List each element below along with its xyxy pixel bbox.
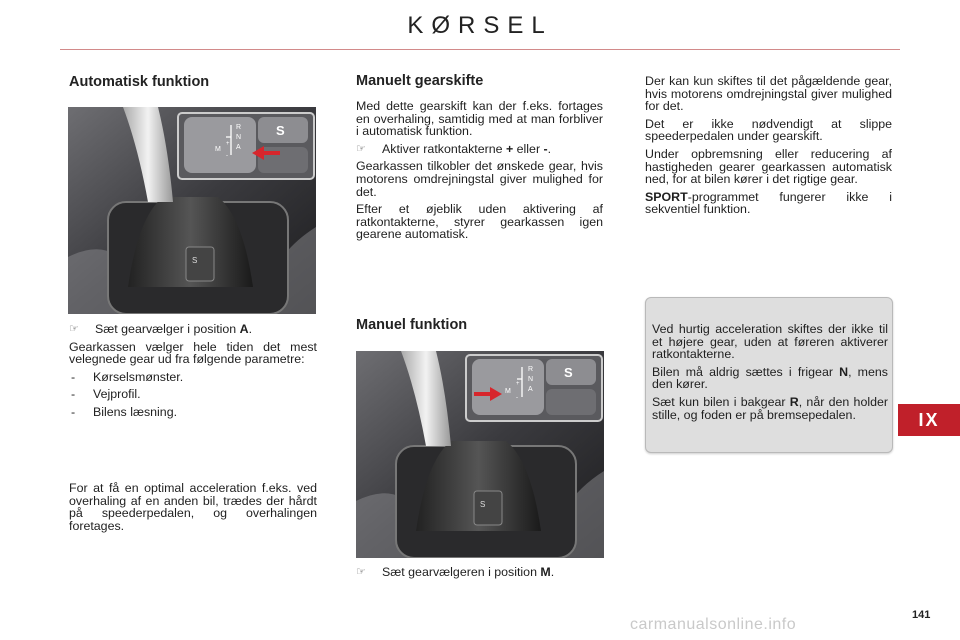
note-text-end: , mens den kører. bbox=[652, 364, 888, 392]
bullet-end: . bbox=[550, 565, 555, 579]
paragraph-gear-engage: Gearkassen tilkobler det ønskede gear, hvis motorens omdrejningstal giver mulighed for det. bbox=[356, 159, 603, 199]
paragraph-accelerator: Det er ikke nødvendigt at slippe speederpedalen under gearskift. bbox=[645, 116, 892, 144]
bullet-end: . bbox=[248, 322, 253, 336]
page-title: KØRSEL bbox=[407, 12, 553, 39]
bullet-text: Aktiver ratkontakterne bbox=[382, 141, 506, 156]
minus-key: - bbox=[543, 141, 548, 156]
sport-key: SPORT bbox=[645, 189, 688, 204]
gear-selector-photo-m bbox=[356, 351, 604, 558]
list-item: - Kørselsmønster. bbox=[69, 371, 317, 384]
middle-column-text bbox=[356, 100, 603, 246]
bullet-end: . bbox=[547, 141, 552, 156]
note-text: Sæt kun bilen i bakgear bbox=[652, 394, 790, 409]
gear-label-r-m: R bbox=[528, 366, 534, 373]
note-acceleration: Ved hurtig acceleration skiftes der ikke til et højere gear, uden at føreren aktiverer ratkontakterne. bbox=[652, 322, 888, 362]
paragraph-sport bbox=[645, 191, 892, 216]
gear-label-m-m: M bbox=[505, 388, 511, 395]
heading-manual-shift: Manuelt gearskifte bbox=[356, 73, 484, 89]
page-number: 141 bbox=[912, 609, 931, 621]
note-text: Bilen må aldrig sættes i frigear bbox=[652, 364, 840, 379]
paragraph-rpm: Der kan kun skiftes til det pågældende gear, hvis motorens omdrejningstal giver mulighed for det. bbox=[645, 74, 892, 114]
list-item: - Vejprofil. bbox=[69, 388, 317, 401]
plus-key: + bbox=[505, 141, 514, 156]
note-box bbox=[645, 297, 893, 453]
watermark: carmanualsonline.info bbox=[630, 616, 797, 633]
note-neutral bbox=[652, 366, 888, 391]
sport-text: -programmet fungerer ikke i sekventiel funktion. bbox=[645, 189, 892, 217]
pointing-hand-icon: ☞ bbox=[356, 142, 366, 155]
gear-selector-illustration-m bbox=[356, 351, 604, 558]
bullet-position-m-line bbox=[356, 566, 604, 579]
gear-label-s-small: S bbox=[480, 500, 486, 509]
gear-label-minus-m: - bbox=[516, 395, 518, 401]
gear-label-a-a: A bbox=[236, 144, 241, 151]
bullet-position-a bbox=[69, 323, 317, 336]
gear-label-plus-a: + bbox=[226, 141, 230, 147]
heading-manual-function: Manuel funktion bbox=[356, 317, 468, 333]
gear-label-n-a: N bbox=[236, 134, 242, 141]
sport-button-label-m: S bbox=[564, 365, 573, 380]
paragraph-intro: Med dette gearskift kan der f.eks. fortages en overhaling, samtidig med at man forbliver i automatisk funktion. bbox=[356, 99, 603, 139]
right-column-text bbox=[645, 75, 892, 221]
gear-label-r-a: R bbox=[236, 124, 242, 131]
paragraph-parameters: Gearkassen vælger hele tiden det mest velegnede gear ud fra følgende parametre: bbox=[69, 339, 317, 367]
bullet-activate-paddles bbox=[356, 143, 603, 156]
gear-label-n-m: N bbox=[528, 376, 534, 383]
paragraph-overtaking: For at få en optimal acceleration f.eks. ved overhaling af en anden bil, trædes der hårdt på speederpedalen, og overhalingen foretages. bbox=[69, 481, 317, 533]
list-item: - Bilens læsning. bbox=[69, 406, 317, 419]
bullet-text-or: eller bbox=[513, 141, 544, 156]
bullet-text: Sæt gearvælgeren i position bbox=[382, 565, 541, 579]
note-reverse bbox=[652, 396, 888, 421]
neutral-key: N bbox=[839, 364, 849, 379]
heading-automatic: Automatisk funktion bbox=[69, 74, 210, 90]
gear-label-plus-m: + bbox=[516, 381, 520, 387]
gear-label-s-small: S bbox=[192, 256, 198, 265]
gear-label-minus-a: - bbox=[226, 153, 228, 159]
bullet-text: Sæt gearvælger i position bbox=[95, 322, 240, 336]
gear-selector-photo-a bbox=[68, 107, 316, 314]
position-key: M bbox=[540, 565, 551, 579]
section-tab: IX bbox=[898, 404, 960, 436]
gear-label-a-m: A bbox=[528, 386, 533, 393]
paragraph-braking: Under opbremsning eller reducering af hastigheden gearer gearkassen automatisk ned, for at bilen kører i det rigtige gear. bbox=[645, 146, 892, 187]
left-column-text bbox=[69, 323, 317, 424]
gear-label-m-a: M bbox=[215, 146, 221, 153]
title-rule bbox=[60, 49, 900, 50]
pointing-hand-icon: ☞ bbox=[69, 323, 79, 335]
paragraph-auto-return: Efter et øjeblik uden aktivering af ratkontakterne, styrer gearkassen igen gearene automatisk. bbox=[356, 202, 603, 242]
sport-button-label-a: S bbox=[276, 123, 285, 138]
reverse-key: R bbox=[789, 394, 799, 409]
note-text-end: , når den holder stille, og foden er på bremsepedalen. bbox=[652, 394, 888, 422]
bullet-position-m bbox=[356, 566, 604, 584]
note-content bbox=[652, 323, 888, 426]
gear-selector-illustration-a bbox=[68, 107, 316, 314]
position-key: A bbox=[239, 322, 249, 336]
pointing-hand-icon: ☞ bbox=[356, 566, 366, 578]
